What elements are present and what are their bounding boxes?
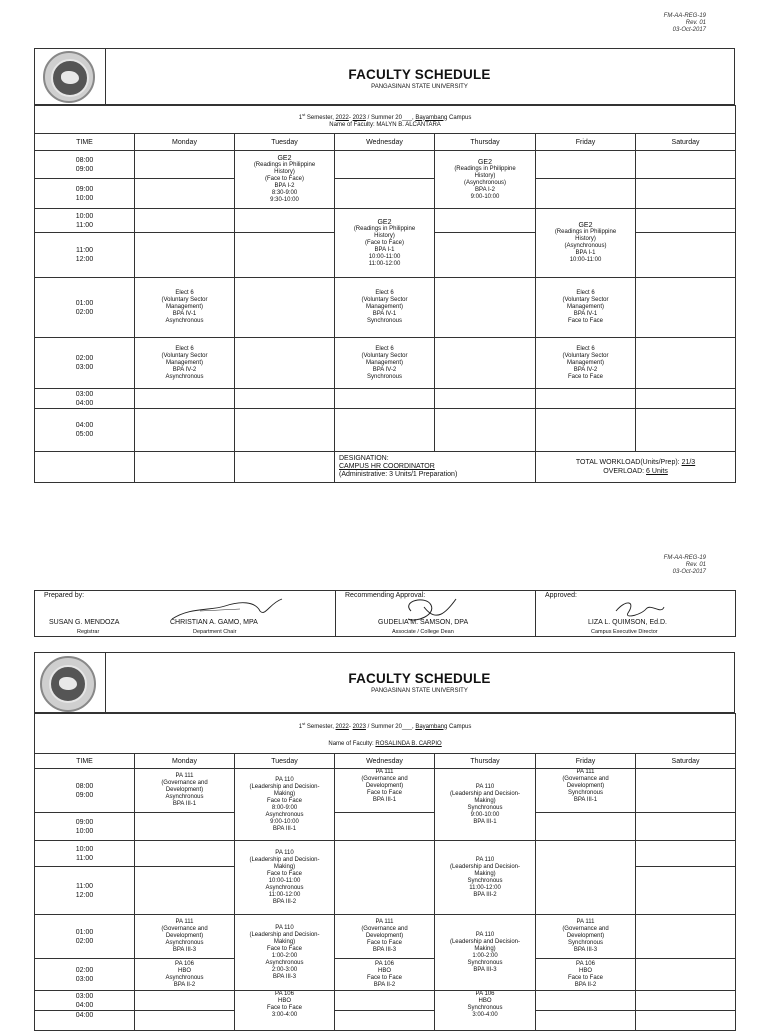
empty-cell [335, 389, 435, 409]
empty-cell [35, 452, 135, 483]
time-slot: 10:00 11:00 [35, 209, 135, 233]
col-header-tuesday: Tuesday [235, 134, 335, 151]
time-slot: 03:00 04:00 [35, 389, 135, 409]
empty-cell [135, 233, 235, 278]
time-slot: 11:00 12:00 [35, 867, 135, 915]
class-block: PA 110 (Leadership and Decision- Making) Synchronous 11:00-12:00 BPA III-2 [435, 841, 536, 915]
empty-cell [135, 179, 235, 209]
designation-note: (Administrative: 3 Units/1 Preparation) [339, 471, 458, 478]
empty-cell [435, 338, 536, 389]
signatory-position: Associate / College Dean [392, 629, 454, 635]
class-block: PA 110 (Leadership and Decision- Making) Face to Face 8:00-9:00 Asynchronous 9:00-10:00 BPA III-1 [235, 769, 335, 841]
schedule-table [34, 105, 736, 483]
empty-cell [335, 409, 435, 452]
form-reference: FM-AA-REG-19 Rev. 01 03-Oct-2017 [663, 555, 706, 575]
empty-cell [335, 813, 435, 841]
class-block: GE2 (Readings in Philippine History) (Face to Face) BPA I-1 10:00-11:00 11:00-12:00 [335, 209, 435, 278]
signatory-name: LIZA L. QUIMSON, Ed.D. [588, 619, 667, 626]
class-block: PA 111 (Governance and Development) Face to Face BPA III-1 [335, 769, 435, 813]
col-header-friday: Friday [536, 134, 636, 151]
empty-cell [536, 179, 636, 209]
col-header-saturday: Saturday [636, 134, 736, 151]
empty-cell [636, 991, 736, 1011]
col-header-thursday: Thursday [435, 134, 536, 151]
col-header-thursday: Thursday [435, 754, 536, 769]
empty-cell [536, 991, 636, 1011]
empty-cell [636, 233, 736, 278]
university-seal-icon [43, 51, 95, 103]
class-block: Elect 6 (Voluntary Sector Management) BPA IV-1 Synchronous [335, 278, 435, 338]
empty-cell [335, 179, 435, 209]
empty-cell [335, 151, 435, 179]
empty-cell [135, 991, 235, 1011]
approved-cell [536, 591, 736, 637]
page-title: FACULTY SCHEDULE [348, 67, 491, 82]
empty-cell [636, 841, 736, 867]
empty-cell [435, 233, 536, 278]
time-slot: 04:00 [35, 1011, 135, 1031]
empty-cell [435, 409, 536, 452]
time-slot: 08:00 09:00 [35, 769, 135, 813]
empty-cell [536, 1011, 636, 1031]
faculty-label: Name of Faculty: [329, 121, 377, 128]
time-slot: 01:00 02:00 [35, 915, 135, 959]
semester-row: 1st Semester, 2022- 2023 / Summer 20___, Bayambang Campus Name of Faculty: MALYN B. ALCANTARA [35, 106, 736, 134]
empty-cell [636, 209, 736, 233]
time-slot: 08:00 09:00 [35, 151, 135, 179]
empty-cell [235, 389, 335, 409]
recommending-label: Recommending Approval: [345, 592, 426, 599]
empty-cell [135, 813, 235, 841]
empty-cell [235, 233, 335, 278]
time-slot: 02:00 03:00 [35, 338, 135, 389]
empty-cell [235, 452, 335, 483]
university-name: PANGASINAN STATE UNIVERSITY [371, 84, 468, 90]
class-block: Elect 6 (Voluntary Sector Management) BPA IV-2 Asynchronous [135, 338, 235, 389]
empty-cell [636, 915, 736, 959]
col-header-saturday: Saturday [636, 754, 736, 769]
col-header-time: TIME [35, 134, 135, 151]
empty-cell [435, 389, 536, 409]
signatories-table [34, 590, 736, 637]
empty-cell [135, 1011, 235, 1031]
class-block: PA 110 (Leadership and Decision- Making) 1:00-2:00 Synchronous BPA III-3 [435, 915, 536, 991]
class-block: PA 111 (Governance and Development) Asynchronous BPA III-1 [135, 769, 235, 813]
time-slot: 09:00 10:00 [35, 179, 135, 209]
time-slot: 02:00 03:00 [35, 959, 135, 991]
overload-value: 6 Units [646, 468, 668, 475]
empty-cell [636, 338, 736, 389]
form-revision: Rev. 01 [685, 20, 706, 26]
time-slot: 11:00 12:00 [35, 233, 135, 278]
class-block: Elect 6 (Voluntary Sector Management) BPA IV-1 Asynchronous [135, 278, 235, 338]
empty-cell [636, 179, 736, 209]
title-cell [105, 653, 734, 712]
logo-cell [35, 653, 106, 712]
empty-cell [135, 151, 235, 179]
empty-cell [335, 841, 435, 915]
empty-cell [636, 151, 736, 179]
signatory-position: Department Chair [193, 629, 237, 635]
class-block: PA 106 HBO Face to Face BPA II-2 [335, 959, 435, 991]
empty-cell [636, 959, 736, 991]
semester-row: 1st Semester, 2022- 2023 / Summer 20___, Bayambang Campus Name of Faculty: ROSALINDA B. CARPIO [35, 714, 736, 754]
time-slot: 01:00 02:00 [35, 278, 135, 338]
designation-cell [335, 452, 536, 483]
col-header-wednesday: Wednesday [335, 754, 435, 769]
empty-cell [235, 278, 335, 338]
signatory-name: CHRISTIAN A. GAMO, MPA [170, 619, 258, 626]
class-block: PA 111 (Governance and Development) Synchronous BPA III-1 [536, 769, 636, 813]
form-date: 03-Oct-2017 [672, 27, 706, 33]
recommending-cell [336, 591, 536, 637]
logo-cell [35, 49, 106, 104]
empty-cell [536, 151, 636, 179]
col-header-time: TIME [35, 754, 135, 769]
empty-cell [536, 389, 636, 409]
empty-cell [636, 1011, 736, 1031]
faculty-name: MALYN B. ALCANTARA [376, 121, 441, 128]
approved-label: Approved: [545, 592, 577, 599]
col-header-wednesday: Wednesday [335, 134, 435, 151]
title-cell [105, 49, 734, 104]
workload-cell: TOTAL WORKLOAD(Units/Prep): 21/3 OVERLOAD: 6 Units [536, 452, 736, 483]
time-slot: 10:00 11:00 [35, 841, 135, 867]
empty-cell [235, 338, 335, 389]
designation-value: CAMPUS HR COORDINATOR [339, 463, 435, 470]
class-block: Elect 6 (Voluntary Sector Management) BPA IV-2 Synchronous [335, 338, 435, 389]
class-block: PA 111 (Governance and Development) Synchronous BPA III-3 [536, 915, 636, 959]
class-block: PA 106 HBO Synchronous 3:00-4:00 [435, 991, 536, 1031]
empty-cell [135, 867, 235, 915]
col-header-monday: Monday [135, 754, 235, 769]
empty-cell [435, 278, 536, 338]
class-block: Elect 6 (Voluntary Sector Management) BPA IV-2 Face to Face [536, 338, 636, 389]
faculty-name: ROSALINDA B. CARPIO [375, 740, 442, 747]
university-name: PANGASINAN STATE UNIVERSITY [371, 688, 468, 694]
empty-cell [636, 867, 736, 915]
empty-cell [435, 209, 536, 233]
empty-cell [135, 389, 235, 409]
class-block: PA 110 (Leadership and Decision- Making) Face to Face 1:00-2:00 Asynchronous 2:00-3:00 BPA III-3 [235, 915, 335, 991]
faculty-label: Name of Faculty: [328, 740, 376, 747]
signatory-position: Campus Executive Director [591, 629, 658, 635]
empty-cell [636, 278, 736, 338]
schedule-header [34, 652, 735, 713]
empty-cell [335, 1011, 435, 1031]
empty-cell [636, 813, 736, 841]
time-slot: 09:00 10:00 [35, 813, 135, 841]
empty-cell [536, 813, 636, 841]
empty-cell [636, 409, 736, 452]
empty-cell [235, 409, 335, 452]
col-header-friday: Friday [536, 754, 636, 769]
class-block: PA 110 (Leadership and Decision- Making) Synchronous 9:00-10:00 BPA III-1 [435, 769, 536, 841]
empty-cell [135, 409, 235, 452]
workload-value: 21/3 [681, 459, 696, 466]
time-slot: 03:00 04:00 [35, 991, 135, 1011]
designation-label: DESIGNATION: [339, 455, 389, 462]
schedule-header [34, 48, 735, 105]
signatory-name: SUSAN G. MENDOZA [49, 619, 120, 626]
class-block: PA 106 HBO Asynchronous BPA II-2 [135, 959, 235, 991]
empty-cell [636, 769, 736, 813]
form-code: FM-AA-REG-19 [663, 13, 706, 19]
university-seal-icon [40, 656, 96, 712]
empty-cell [135, 209, 235, 233]
class-block: PA 110 (Leadership and Decision- Making) Face to Face 10:00-11:00 Asynchronous 11:00-12:00 BPA III-2 [235, 841, 335, 915]
prepared-cell [35, 591, 336, 637]
class-block: PA 111 (Governance and Development) Face to Face BPA III-3 [335, 915, 435, 959]
empty-cell [536, 841, 636, 915]
empty-cell [135, 452, 235, 483]
empty-cell [235, 209, 335, 233]
signatory-position: Registrar [77, 629, 100, 635]
empty-cell [135, 841, 235, 867]
class-block: PA 111 (Governance and Development) Asynchronous BPA III-3 [135, 915, 235, 959]
time-slot: 04:00 05:00 [35, 409, 135, 452]
class-block: Elect 6 (Voluntary Sector Management) BPA IV-1 Face to Face [536, 278, 636, 338]
class-block: GE2 (Readings in Philippine History) (Asynchronous) BPA I-1 10:00-11:00 [536, 209, 636, 278]
empty-cell [335, 991, 435, 1011]
schedule-table [34, 713, 736, 1031]
page-title: FACULTY SCHEDULE [348, 671, 491, 686]
form-reference [664, 13, 706, 34]
signature-icon [606, 597, 666, 621]
col-header-monday: Monday [135, 134, 235, 151]
empty-cell [536, 409, 636, 452]
class-block: GE2 (Readings in Philippine History) (Asynchronous) BPA I-2 9:00-10:00 [435, 151, 536, 209]
prepared-label: Prepared by: [44, 592, 85, 599]
col-header-tuesday: Tuesday [235, 754, 335, 769]
class-block: PA 106 HBO Face to Face BPA II-2 [536, 959, 636, 991]
empty-cell [636, 389, 736, 409]
class-block: PA 106 HBO Face to Face 3:00-4:00 [235, 991, 335, 1031]
class-block: GE2 (Readings in Philippine History) (Face to Face) BPA I-2 8:30-9:00 9:30-10:00 [235, 151, 335, 209]
signatory-name: GUDELIA M. SAMSON, DPA [378, 619, 469, 626]
